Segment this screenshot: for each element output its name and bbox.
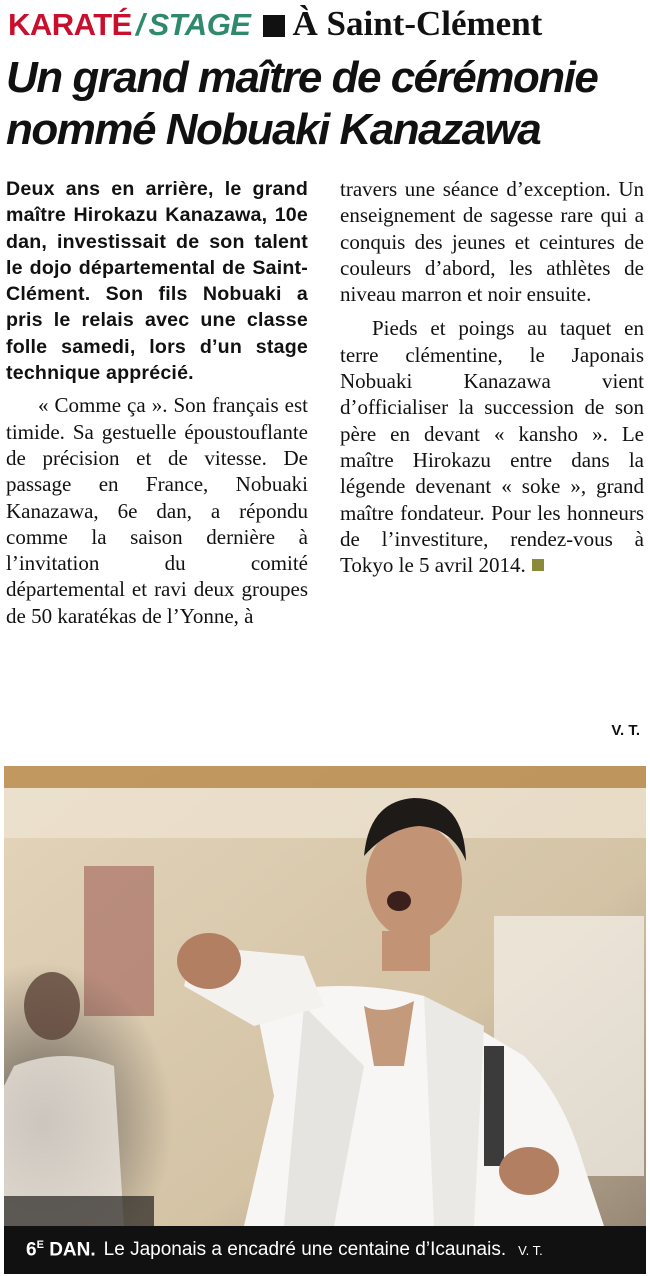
article-headline: Un grand maître de cérémonie nommé Nobuaki Kanazawa [6, 53, 598, 154]
article-photo [4, 766, 646, 1274]
photo-caption [4, 1226, 646, 1274]
karateka-illustration [4, 766, 646, 1274]
section-label: KARATÉ [8, 7, 132, 42]
caption-text: Le Japonais a encadré une centaine d’Icaunais. [103, 1239, 507, 1260]
author-byline: V. T. [611, 722, 640, 739]
body-paragraph-2 [340, 315, 644, 578]
caption-lead-superscript: E [36, 1238, 44, 1251]
kicker-slash: / [135, 7, 145, 42]
body-paragraph-1: « Comme ça ». Son français est timide. Sa gestuelle époustouflante de précision et de vitesse. De passage en France, Nobuaki Kanazawa, 6e dan, a répondu comme la saison dernière à l’invitation du comité départemental et ravi deux groupes de 50 karatékas de l’Yonne, à [6, 393, 308, 628]
subsection-label: STAGE [148, 7, 251, 42]
article-lead: Deux ans en arrière, le grand maître Hirokazu Kanazawa, 10e dan, investissait de son talent le dojo départemental de Saint-Clément. Son fils Nobuaki a pris le relais avec une classe folle samedi, lors d’un stage technique apprécié. [6, 178, 308, 385]
article-column-right [340, 176, 644, 578]
section-kicker [8, 4, 542, 44]
photo-credit: V. T. [518, 1242, 543, 1258]
end-of-article-icon [532, 559, 544, 571]
article-column-left [6, 176, 308, 629]
caption-lead-number: 6 [26, 1239, 37, 1261]
caption-lead-rest: DAN. [43, 1239, 96, 1261]
location-label: À Saint-Clément [292, 4, 543, 43]
body-paragraph-1-continued: travers une séance d’exception. Un enseignement de sagesse rare qui a conquis des jeunes et ceintures de couleurs d’abord, les athlètes de niveau marron et noir ensuite. [340, 177, 644, 307]
square-bullet-icon [263, 15, 285, 37]
caption-lead [26, 1239, 96, 1261]
body-paragraph-2-text: Pieds et poings au taquet en terre clémentine, le Japonais Nobuaki Kanazawa vient d’officialiser la succession de son père en devant « kansho ». Le maître Hirokazu entre dans la légende devenant « soke », grand maître fondateur. Pour les honneurs de l’investiture, rendez-vous à Tokyo le 5 avril 2014. [340, 316, 644, 578]
